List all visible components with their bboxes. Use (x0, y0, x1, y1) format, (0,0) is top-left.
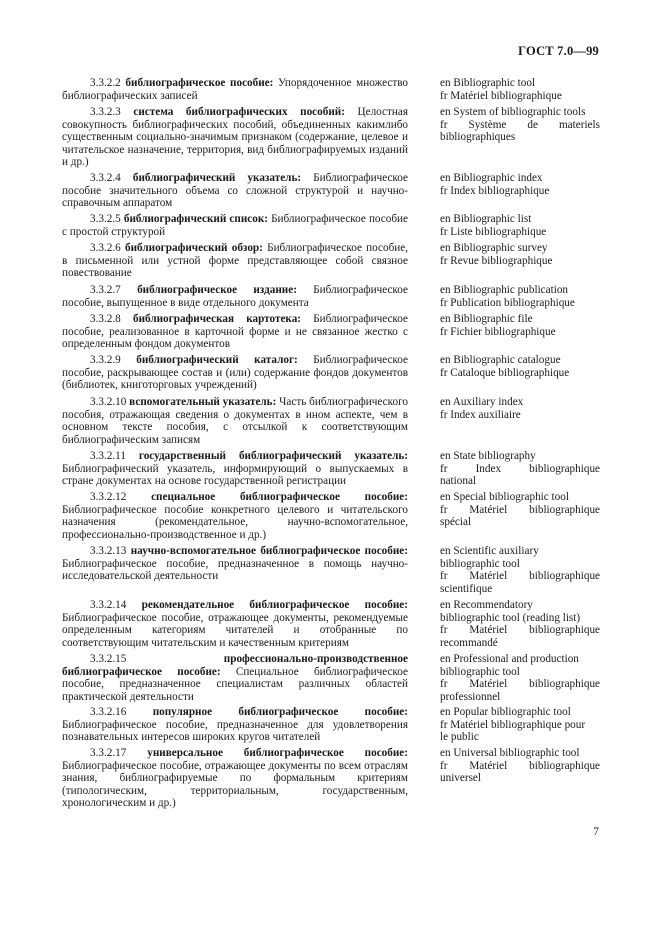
term-translations: en Recommendatory bibliographic tool (reading list) fr Matériel bibliographique recommandé (440, 599, 600, 649)
page-header: ГОСТ 7.0—99 (518, 44, 599, 58)
term-definition: 3.3.2.2 библиографическое пособие: Упорядоченное множество библиографических записей (62, 77, 409, 102)
term-definition: 3.3.2.15 профессионально-производственное библиографическое пособие: Специальное библиографическое пособие, предназначенное специалистам различных областей практической деятельности (62, 653, 408, 703)
term-translations: en Popular bibliographic tool fr Matériel bibliographique pour le public (440, 706, 586, 744)
term-definition: 3.3.2.12 специальное библиографическое пособие: Библиографическое пособие конкретного целевого и читательского назначения (рекомендательное, научно-вспомогательное, профессионально-производственное и др.) (62, 491, 408, 541)
term-definition: 3.3.2.7 библиографическое издание: Библиографическое пособие, выпущенное в виде отдельного документа (62, 284, 408, 309)
term-definition: 3.3.2.10 вспомогательный указатель: Часть библиографического пособия, отражающая сведения о документах в ином аспекте, чем в основном тексте пособия, с отсылкой к соответствующим библиографическим записям (62, 396, 408, 446)
term-definition: 3.3.2.3 система библиографических пособий: Целостная совокупность библиографических пособий, объединенных какимлибо существенным социально-значимым признаком (содержание, целевое и читательское назначение, территория, вид библиографируемых изданий и др.) (62, 106, 409, 169)
term-name: рекомендательное библиографическое пособие: (141, 599, 408, 611)
term-translations: en Bibliographic tool fr Matériel bibliographique (440, 77, 562, 102)
term-translations: en Bibliographic catalogue fr Cataloque bibliographique (440, 354, 570, 379)
term-definition: 3.3.2.14 рекомендательное библиографическое пособие: Библиографическое пособие, отражающее документы, рекомендуемые определенным категориям читателей и отобранные по соответствующим читательским и качественным критериям (62, 599, 408, 649)
term-translations: en Professional and production bibliographic tool fr Matériel bibliographique professionnel (440, 653, 600, 703)
term-definition: 3.3.2.11 государственный библиографический указатель: Библиографический указатель, информирующий о выпускаемых в стране документах на основе государственной регистрации (62, 450, 408, 488)
term-definition: 3.3.2.6 библиографический обзор: Библиографическое пособие, в письменной или устной форме представляющее собой связное повествование (62, 242, 409, 280)
term-name: система библиографических пособий: (133, 106, 345, 118)
term-name: государственный библиографический указатель: (138, 450, 408, 462)
term-definition: 3.3.2.16 популярное библиографическое пособие: Библиографическое пособие, предназначенное для удовлетворения познавательных интересов широких кругов читателей (62, 706, 408, 744)
term-translations: en System of bibliographic tools fr Système de materiels bibliographiques (440, 106, 600, 144)
term-name: универсальное библиографическое пособие: (147, 747, 408, 759)
term-translations: en Bibliographic list fr Liste bibliographique (440, 213, 547, 238)
term-name: библиографический каталог: (136, 354, 298, 366)
term-name: библиографический указатель: (132, 172, 302, 184)
term-name: профессионально-производственное библиографическое пособие: (62, 653, 408, 678)
term-name: библиографическое пособие: (125, 77, 274, 89)
term-name: библиографический обзор: (125, 242, 263, 254)
term-translations: en Bibliographic survey fr Revue bibliographique (440, 242, 553, 267)
term-translations: en Bibliographic publication fr Publication bibliographique (440, 284, 575, 309)
term-translations: en Scientific auxiliary bibliographic tool fr Matériel bibliographique scientifique (440, 545, 600, 595)
term-definition: 3.3.2.9 библиографический каталог: Библиографическое пособие, раскрывающее состав и (или) содержание фондов документов (библиотек, книготорговых учреждений) (62, 354, 408, 392)
term-translations: en Auxiliary index fr Index auxiliaire (440, 396, 524, 421)
term-translations: en Universal bibliographic tool fr Matériel bibliographique universel (440, 747, 600, 785)
term-definition: 3.3.2.17 универсальное библиографическое пособие: Библиографическое пособие, отражающее документы по всем отраслям знания, библиографируемые по формальным критериям (типологическим, территориальным, государственным, хронологическим и др.) (62, 747, 408, 810)
term-name: научно-вспомогательное библиографическое пособие: (130, 545, 409, 557)
term-definition: 3.3.2.5 библиографический список: Библиографическое пособие с простой структурой (62, 213, 409, 238)
term-name: библиографический список: (123, 213, 268, 225)
term-translations: en Bibliographic index fr Index bibliographique (440, 172, 550, 197)
term-name: библиографическое издание: (137, 284, 297, 296)
term-definition: 3.3.2.4 библиографический указатель: Библиографическое пособие значительного объема со сложной структурой и научно-справочным аппаратом (62, 172, 408, 210)
term-name: популярное библиографическое пособие: (152, 706, 408, 718)
term-name: библиографическая картотека: (132, 313, 302, 325)
page-number: 7 (593, 826, 599, 838)
term-translations: en Bibliographic file fr Fichier bibliographique (440, 313, 556, 338)
term-name: вспомогательный указатель: (129, 396, 277, 408)
term-translations: en Special bibliographic tool fr Matériel bibliographique spécial (440, 491, 600, 529)
term-translations: en State bibliography fr Index bibliographique national (440, 450, 600, 488)
term-definition: 3.3.2.13 научно-вспомогательное библиографическое пособие: Библиографическое пособие, предназначенное в помощь научно-исследовательской деятельности (62, 545, 409, 583)
term-definition: 3.3.2.8 библиографическая картотека: Библиографическое пособие, реализованное в карточной форме и не связанное жестко с определенным фондом документов (62, 313, 408, 351)
term-name: специальное библиографическое пособие: (151, 491, 408, 503)
